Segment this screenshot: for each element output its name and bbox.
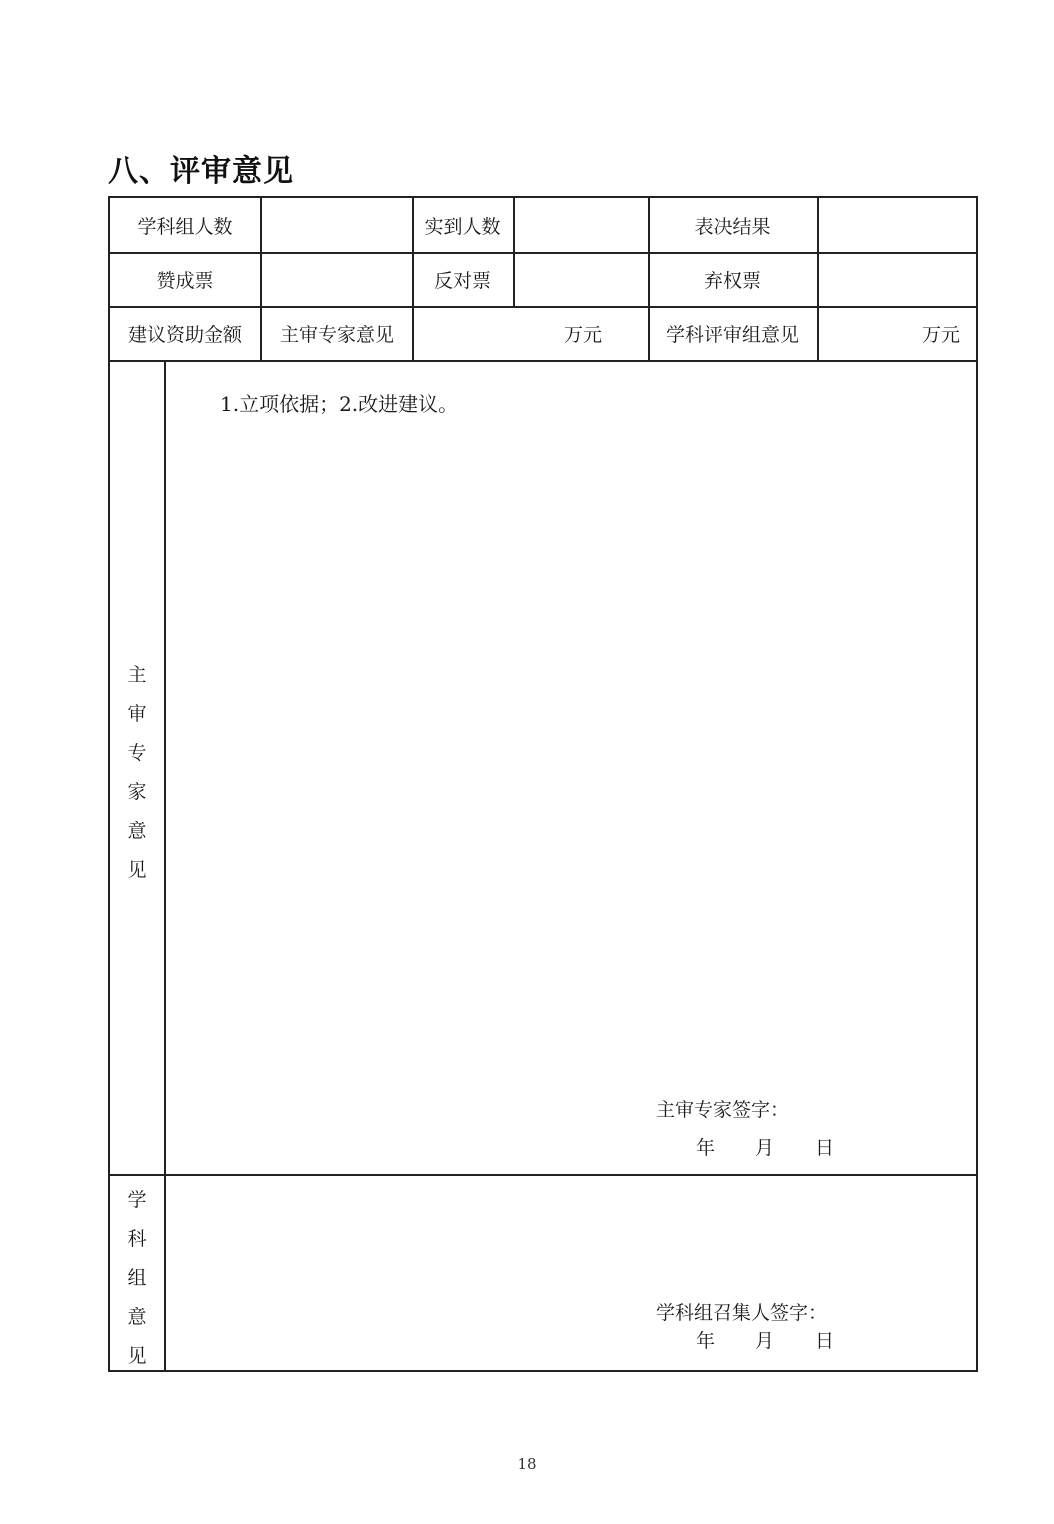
abstain-value[interactable] (819, 253, 976, 306)
vote-result-label: 表决结果 (694, 215, 771, 238)
side-label-char: 审 (127, 703, 147, 725)
panel-opinion-label: 学科评审组意见 (665, 324, 799, 346)
main-reviewer-side-label (110, 656, 164, 890)
page-number: 18 (517, 1455, 537, 1473)
row-divider (110, 1174, 976, 1176)
side-label-char: 主 (127, 664, 147, 686)
side-label-char: 专 (127, 742, 147, 764)
main-reviewer-signature-label: 主审专家签字： (656, 1099, 790, 1121)
side-label-char: 科 (127, 1228, 147, 1250)
panel-date-day: 日 (815, 1330, 835, 1352)
attendees-value[interactable] (515, 198, 648, 252)
approve-value[interactable] (262, 253, 412, 306)
main-reviewer-date-year: 年 (696, 1137, 716, 1159)
main-reviewer-date-month: 月 (755, 1137, 775, 1159)
main-reviewer-amount-unit[interactable]: 万元 (563, 324, 602, 346)
section-title: 八、评审意见 (108, 154, 294, 189)
panel-date-month: 月 (755, 1330, 775, 1352)
review-opinion-form (108, 196, 978, 1372)
panel-amount-unit[interactable]: 万元 (921, 324, 960, 346)
attendees-label: 实到人数 (424, 215, 501, 238)
main-reviewer-date-day: 日 (815, 1137, 835, 1159)
oppose-label: 反对票 (433, 270, 491, 292)
group-count-label: 学科组人数 (137, 215, 233, 238)
panel-date-year: 年 (696, 1330, 716, 1352)
main-reviewer-opinion-area[interactable] (166, 428, 974, 1068)
main-reviewer-opinion-label: 主审专家意见 (279, 324, 394, 346)
side-label-char: 意 (127, 1306, 147, 1328)
panel-side-label (110, 1181, 164, 1376)
funding-label: 建议资助金额 (127, 324, 242, 346)
abstain-label: 弃权票 (703, 270, 761, 292)
row-divider (110, 360, 976, 362)
oppose-value[interactable] (515, 253, 648, 306)
side-label-char: 家 (127, 781, 147, 803)
panel-signature-label: 学科组召集人签字： (656, 1302, 828, 1324)
side-label-char: 学 (127, 1189, 147, 1211)
side-label-char: 组 (127, 1267, 147, 1289)
side-label-char: 见 (127, 1345, 147, 1367)
vote-result-value[interactable] (819, 198, 976, 252)
main-reviewer-instruction: 1.立项依据；2.改进建议。 (220, 392, 459, 416)
group-count-value[interactable] (262, 198, 412, 252)
panel-opinion-area[interactable] (166, 1178, 974, 1288)
side-label-char: 意 (127, 820, 147, 842)
approve-label: 赞成票 (156, 270, 214, 292)
side-label-char: 见 (127, 859, 147, 881)
